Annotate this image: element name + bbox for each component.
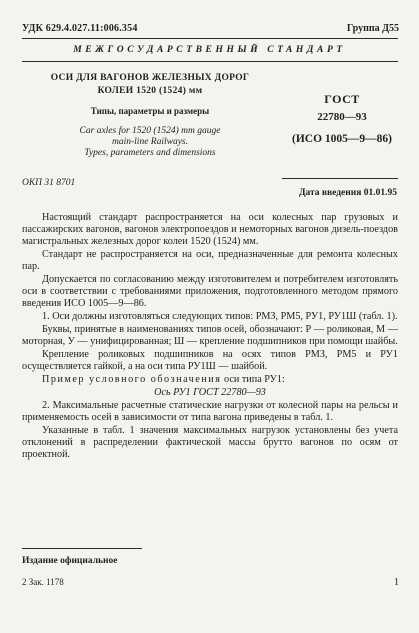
date-rule — [282, 178, 398, 179]
group-code: Группа Д55 — [346, 23, 399, 34]
title-en-line3: Types, parameters and dimensions — [84, 148, 216, 158]
paragraph-max-loads: 2. Максимальные расчетные статические нагрузки от колесной пары на рельсы и применяемость осей в зависимости от типа вагона приведены в табл. 1. — [22, 400, 398, 423]
title-en-line1: Car axles for 1520 (1524) mm gauge — [79, 126, 221, 136]
page-number: 1 — [394, 577, 399, 588]
title-en-line2: main-line Railways. — [112, 137, 188, 147]
iso-reference: (ИСО 1005—9—86) — [292, 133, 392, 145]
title-block — [30, 72, 270, 159]
top-rule — [22, 38, 398, 39]
example-code: Ось РУ1 ГОСТ 22780—93 — [154, 387, 266, 398]
gost-number: 22780—93 — [317, 111, 367, 123]
title-ru-line1: ОСИ ДЛЯ ВАГОНОВ ЖЕЛЕЗНЫХ ДОРОГ — [50, 73, 250, 83]
paragraph-letter-meaning: Буквы, принятые в наименованиях типов осей, обозначают: Р — роликовая, М — моторная, У — унифицированная; Ш — крепление подшипников при помощи шайбы. — [22, 324, 398, 347]
title-ru-subtitle: Типы, параметры и размеры — [90, 106, 210, 116]
okp-code: ОКП 31 8701 — [22, 178, 76, 188]
order-number: 2 Зак. 1178 — [22, 577, 64, 587]
gost-label: ГОСТ — [324, 92, 360, 106]
body-text — [22, 212, 398, 462]
intro-date: Дата введения 01.01.95 — [298, 188, 397, 198]
title-en — [30, 126, 270, 159]
example-tail: оси типа РУ1: — [221, 374, 285, 385]
example-label: Пример условного обозначения — [42, 374, 222, 385]
udk-code: УДК 629.4.027.11:006.354 — [22, 23, 138, 34]
paragraph-axle-types: 1. Оси должны изготовляться следующих типов: РМЗ, РМ5, РУ1, РУ1Ш (табл. 1). — [42, 311, 398, 322]
example-heading — [22, 374, 398, 386]
heading-rule — [22, 61, 398, 62]
paragraph-exclusion: Стандарт не распространяется на оси, предназначенные для ремонта колесных пар. — [22, 249, 398, 272]
paragraph-load-notes: Указанные в табл. 1 значения максимальных нагрузок установлены без учета отклонений в распределении фактической массы брутто вагонов по осям от проектной. — [22, 425, 398, 460]
official-edition: Издание официальное — [22, 556, 118, 566]
standard-type-heading: МЕЖГОСУДАРСТВЕННЫЙ СТАНДАРТ — [73, 45, 346, 55]
footer-rule — [22, 548, 142, 549]
designation-block — [282, 92, 402, 145]
paragraph-scope: Настоящий стандарт распространяется на оси колесных пар грузовых и пассажирских вагонов, вагонов электропоездов и немоторных вагонов дизель-поездов магистральных железных дорог колеи 1520 (1524) мм. — [22, 212, 398, 247]
paragraph-bearing-mount: Крепление роликовых подшипников на осях типов РМЗ, РМ5 и РУ1 осуществляется гайкой, а на оси типа РУ1Ш — шайбой. — [22, 349, 398, 372]
title-ru-line2: КОЛЕИ 1520 (1524) мм — [97, 86, 203, 96]
paragraph-iso-option: Допускается по согласованию между изготовителем и потребителем изготовлять оси в соответствии с требованиями приложения, подготовленного методом прямого введения ИСО 1005—9—86. — [22, 274, 398, 309]
